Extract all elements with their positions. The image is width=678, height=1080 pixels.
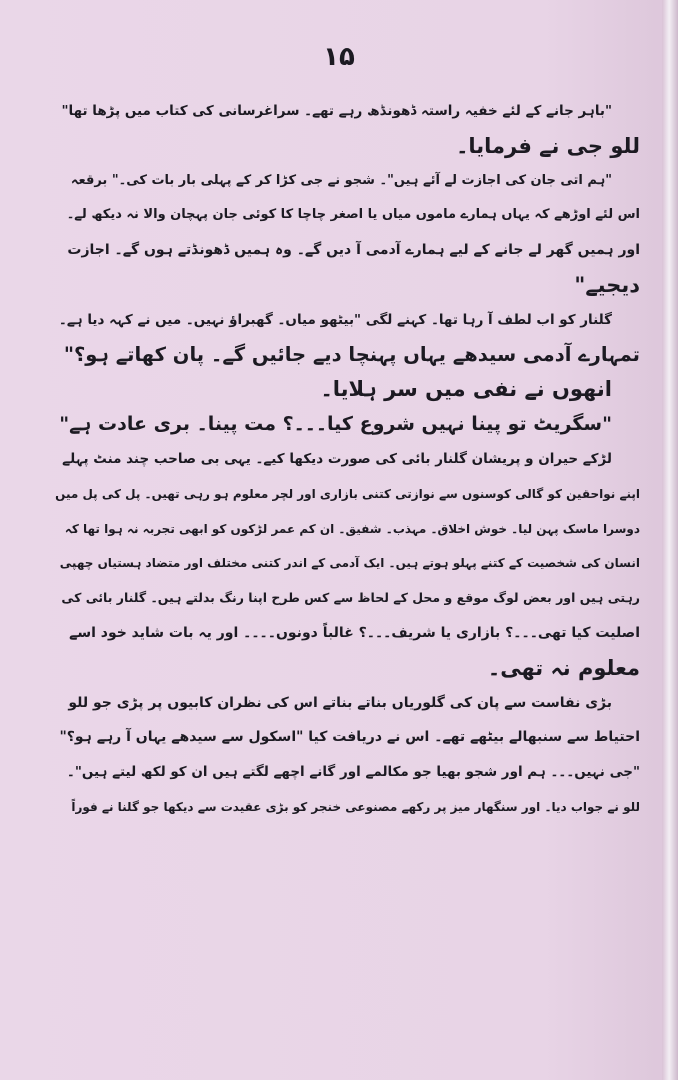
text-line: احتیاط سے سنبھالے بیٹھے تھے۔ اس نے دریافت کیا "اسکول سے سیدھے یہاں آ رہے ہو؟": [59, 729, 640, 746]
text-line: دوسرا ماسک پہن لیا۔ خوش اخلاق۔ مہذب۔ شفیق۔ ان کم عمر لڑکوں کو ابھی تجربہ نہ ہوا تھا کہ: [64, 521, 640, 536]
text-line: للو نے جواب دیا۔ اور سنگھار میز پر رکھے مصنوعی خنجر کو بڑی عقیدت سے دیکھا جو گلنا نے فوراً: [71, 799, 640, 814]
text-line: تمہارے آدمی سیدھے یہاں پہنچا دیے جائیں گے۔ پان کھاتے ہو؟": [63, 342, 640, 366]
text-line: "سگریٹ تو پینا نہیں شروع کیا۔۔۔؟ مت پینا۔ بری عادت ہے": [59, 413, 612, 436]
text-line: لڑکے حیران و پریشان گلنار بائی کی صورت دیکھا کیے۔ یہی بی صاحب چند منٹ پہلے: [62, 450, 612, 467]
text-line: انھوں نے نفی میں سر ہلایا۔: [320, 377, 612, 402]
text-line: اور ہمیں گھر لے جانے کے لیے ہمارے آدمی آ دیں گے۔ وہ ہمیں ڈھونڈتے ہوں گے۔ اجازت: [67, 242, 640, 259]
text-line: انسان کی شخصیت کے کتنے پہلو ہوتے ہیں۔ ایک آدمی کے اندر کتنی مختلف اور متضاد ہستیاں چھپی: [59, 556, 640, 571]
text-line: گلنار کو اب لطف آ رہا تھا۔ کہنے لگی "بیٹھو میاں۔ گھبراؤ نہیں۔ میں نے کہہ دیا ہے۔: [58, 311, 612, 328]
text-line: للو جی نے فرمایا۔: [456, 133, 640, 158]
text-line: دیجیے": [574, 272, 640, 297]
text-line: "ہم اتی جان کی اجازت لے آئے ہیں"۔ شجو نے جی کڑا کر کے پہلی بار بات کی۔" برقعہ: [70, 172, 612, 188]
text-line: بڑی نفاست سے پان کی گلوریاں بناتے بناتے اس کی نظران کابیوں پر پڑی جو للو: [68, 694, 612, 711]
text-line: معلوم نہ تھی۔: [487, 655, 640, 680]
text-line: اصلیت کیا تھی۔۔۔؟ بازاری یا شریف۔۔۔؟ غالباً دونوں۔۔۔۔ اور یہ بات شاید خود اسے: [69, 624, 640, 641]
text-line: اس لئے اوڑھے کہ یہاں ہمارے ماموں میاں یا اصغر چاچا کا کوئی جان پہچان والا نہ دیکھ لے۔: [66, 207, 640, 223]
text-line: "باہر جانے کے لئے خفیہ راستہ ڈھونڈھ رہے تھے۔ سراغرسانی کی کتاب میں پڑھا تھا": [61, 103, 612, 119]
page-binding-edge: [662, 0, 678, 1080]
text-line: اپنے نواحقین کو گالی کوسنوں سے نوازتی کتنی بازاری اور لچر معلوم ہو رہی تھیں۔ پل کی پل میں: [55, 486, 640, 501]
text-line: "جی نہیں۔۔۔ ہم اور شجو بھیا جو مکالمے اور گانے اچھے لگتے ہیں ان کو لکھ لیتے ہیں"۔: [66, 764, 640, 781]
page-body-text: [52, 94, 640, 825]
page-number: ۱۵: [323, 42, 355, 72]
text-line: رہتی ہیں اور بعض لوگ موقع و محل کے لحاظ سے کس طرح اپنا رنگ بدلتے ہیں۔ گلنار بائی کی: [61, 590, 640, 606]
